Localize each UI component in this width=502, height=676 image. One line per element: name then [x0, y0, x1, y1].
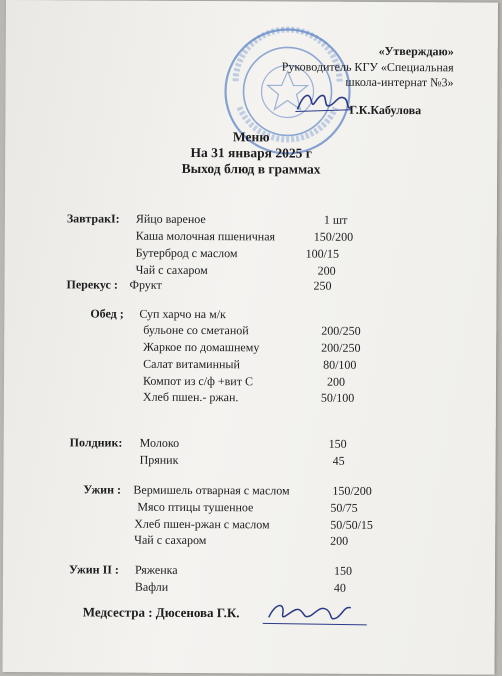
meal-label-afternoon: Полдник:: [69, 435, 123, 450]
menu-item-name: Пряник: [139, 452, 179, 467]
menu-item-qty: 150: [333, 563, 353, 578]
meal-label-breakfast: ЗавтракI:: [66, 211, 120, 226]
menu-item-name: Фрукт: [129, 277, 162, 292]
menu-item-qty: 200: [330, 533, 349, 548]
menu-item-qty: 50/50/15: [330, 517, 373, 532]
nurse-signature-line: Медсестра : Дюсенова Г.К.: [82, 604, 240, 621]
menu-document: [2, 0, 498, 675]
menu-item-name: Бутерброд с маслом: [135, 245, 238, 261]
menu-item-qty: 40: [333, 580, 346, 595]
menu-item-qty: 200: [317, 263, 336, 278]
menu-item-name: Ряженка: [134, 562, 178, 577]
menu-item-name: Молоко: [139, 435, 180, 450]
menu-item-name: Вермишель отварная с маслом: [133, 482, 290, 498]
menu-item-name: Чай с сахаром: [134, 532, 207, 548]
meal-label-lunch: Обед ;: [90, 306, 124, 321]
title-output: Выход блюд в граммах: [181, 160, 321, 177]
menu-item-name: Хлеб пшен.- ржан.: [142, 389, 239, 405]
menu-item-qty: 200/250: [321, 323, 361, 338]
menu-item-name: Чай с сахаром: [135, 262, 208, 278]
menu-item-qty: 150/200: [313, 229, 354, 244]
nurse-signature: [259, 597, 371, 632]
menu-item-qty: 1 шт: [323, 212, 348, 227]
director-signature: [293, 88, 355, 118]
meal-label-dinner: Ужин :: [83, 482, 122, 497]
menu-item-qty: 80/100: [323, 357, 357, 372]
menu-item-name: Компот из с/ф +вит С: [142, 373, 254, 389]
menu-item-qty: 45: [332, 453, 345, 468]
title-date: На 31 января 2025 г: [190, 144, 312, 161]
menu-item-name: Мясо птицы тушенное: [137, 499, 254, 515]
menu-item-qty: 100/15: [305, 246, 340, 261]
menu-item-qty: 150: [328, 436, 347, 451]
menu-item-qty: 50/75: [330, 500, 358, 515]
menu-item-qty: 50/100: [320, 390, 355, 405]
meal-label-snack: Перекус :: [66, 277, 118, 292]
menu-item-name: Салат витаминный: [143, 356, 240, 372]
meal-label-dinner2: Ужин II :: [68, 562, 119, 577]
menu-item-qty: 200: [326, 374, 346, 389]
menu-item-name: Суп харчо на м/к: [139, 306, 226, 322]
approval-name: Г.К.Кабулова: [349, 102, 422, 118]
menu-item-name: Хлеб пшен-ржан с маслом: [134, 516, 270, 532]
title-menu: Меню: [232, 129, 270, 145]
menu-item-name: Каша молочная пшеничная: [135, 228, 276, 244]
menu-item-name: Жаркое по домашнему: [143, 339, 260, 355]
menu-item-name: Яйцо вареное: [135, 211, 206, 227]
menu-item-qty: 250: [313, 278, 332, 293]
menu-item-name: бульоне со сметаной: [143, 322, 249, 338]
menu-item-name: Вафли: [134, 579, 169, 594]
approval-position-line1: Руководитель КГУ «Специальная: [281, 59, 454, 75]
menu-item-qty: 150/200: [332, 483, 372, 498]
approval-position-line2: школа-интернат №3»: [345, 74, 454, 90]
menu-item-qty: 200/250: [321, 340, 361, 355]
approval-heading: «Утверждаю»: [378, 43, 454, 59]
